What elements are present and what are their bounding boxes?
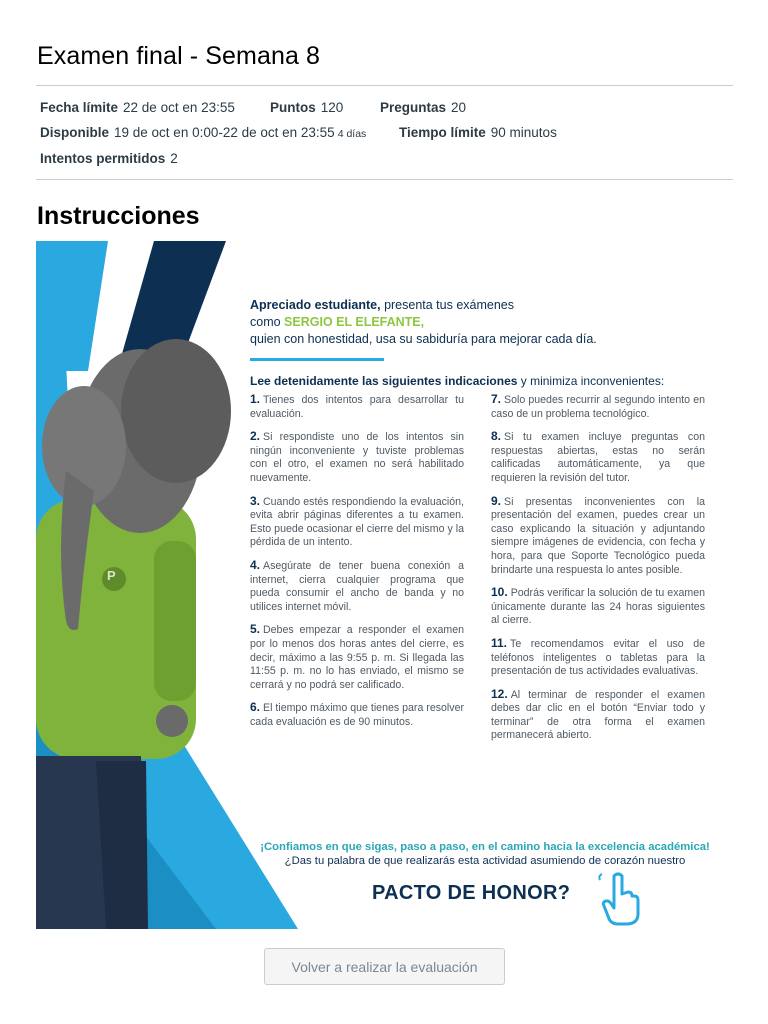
points: Puntos 120 [270,100,344,115]
instruction-item: 7. Solo puedes recurrir al segundo intento en caso de un problema tecnológico. [491,392,705,420]
time-limit: Tiempo límite 90 minutos [399,125,557,140]
instructions-right-column [491,393,705,752]
greeting: Apreciado estudiante, presenta tus exámenes como SERGIO EL ELEFANTE, quien con honestidad, usa su sabiduría para mejorar cada día. [250,298,597,346]
honor-pact-title: PACTO DE HONOR? [372,882,571,904]
closing-message: ¡Confiamos en que sigas, paso a paso, en el camino hacia la excelencia académica! ¿Das tu palabra de que realizarás esta actividad asumiendo de corazón nuestro [260,841,710,867]
divider [36,85,733,86]
divider [36,179,733,180]
accent-rule [250,358,384,361]
instructions-lead: Lee detenidamente las siguientes indicaciones y minimiza inconvenientes: [250,374,665,388]
instruction-item: 6. El tiempo máximo que tienes para resolver cada evaluación es de 90 minutos. [250,700,464,728]
due-date: Fecha límite 22 de oct en 23:55 [40,100,235,115]
instruction-item: 5. Debes empezar a responder el examen por lo menos dos horas antes del cierre, es decir, máximo a las 9:55 p. m. Si llegada las 11:55 p. m. no lo has enviado, el mismo se cerrará y no podrá ser calificado. [250,622,464,691]
attempts-allowed: Intentos permitidos 2 [40,151,178,166]
instructions-heading: Instrucciones [37,202,200,230]
instruction-item: 3. Cuando estés respondiendo la evaluación, evita abrir páginas diferentes a tu examen. Esto puede ocasionar el cierre del mismo y la pérdida de un intento. [250,493,464,549]
instruction-item: 9. Si presentas inconvenientes con la presentación del examen, puedes crear un caso explicando la situación y adjuntando siempre imágenes de evidencia, con fecha y hora, para que Soporte Tecnológico pueda brindarte una respuesta lo antes posible. [491,493,705,576]
instruction-item: 12. Al terminar de responder el examen debes dar clic en el botón “Enviar todo y terminar” de otra forma el examen permanecerá abierto. [491,686,705,742]
page-title: Examen final - Semana 8 [37,42,321,70]
questions: Preguntas 20 [380,100,467,115]
pointing-hand-icon [598,872,642,926]
instructions-left-column [250,393,464,738]
available-window: Disponible 19 de oct en 0:00-22 de oct en 23:55 4 días [40,125,367,140]
instruction-item: 1. Tienes dos intentos para desarrollar tu evaluación. [250,392,464,420]
instructions-banner [36,241,733,929]
instruction-item: 10. Podrás verificar la solución de tu examen únicamente durante las 24 horas siguientes al cierre. [491,585,705,627]
instruction-item: 11. Te recomendamos evitar el uso de teléfonos inteligentes o tabletas para la presentación de tus actividades evaluativas. [491,635,705,678]
hoodie-logo: P [107,568,116,583]
instruction-item: 2. Si respondiste uno de los intentos sin ningún inconveniente y tuviste problemas con el otro, el examen no será habilitado nuevamente. [250,429,464,484]
instruction-item: 4. Asegúrate de tener buena conexión a internet, cierra cualquier programa que pueda consumir el ancho de banda y no utilices internet móvil. [250,557,464,613]
instruction-item: 8. Si tu examen incluye preguntas con respuestas abiertas, estas no serán calificadas automáticamente, ya que requieren la revisión del tutor. [491,429,705,484]
retry-exam-button[interactable]: Volver a realizar la evaluación [264,948,505,985]
